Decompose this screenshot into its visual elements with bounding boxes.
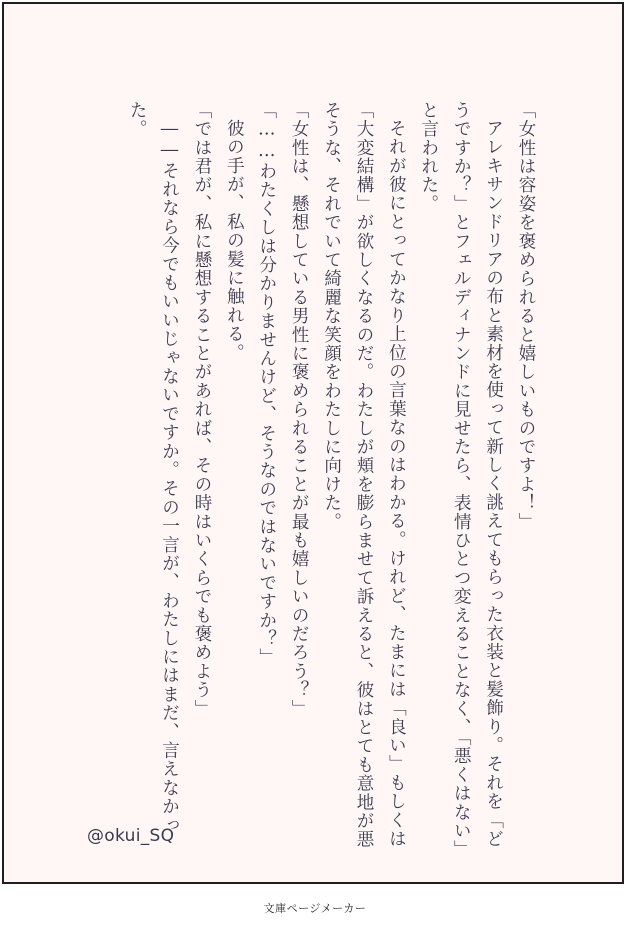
paragraph-8: ――それなら今でもいいじゃないですか。その一言が、わたしにはまだ、言えなかった。 <box>127 101 180 835</box>
footer-app-name: 文庫ページメーカー <box>263 902 367 915</box>
page-frame <box>2 2 624 884</box>
paragraph-3: それが彼にとってかなり上位の言葉なのはわかる。けれど、たまには「良い」もしくは「大変結構」が欲しくなるのだ。わたしが頬を膨らませて訴えると、彼はとても意地が悪そうな、それでいて綺麗な笑顔をわたしに向けた。 <box>321 101 407 849</box>
paragraph-4: 「女性は、懸想している男性に褒められることが最も嬉しいのだろう？」 <box>289 101 310 719</box>
paragraph-1: 「女性は容姿を褒められると嬉しいものですよ！」 <box>516 101 536 532</box>
paragraph-2: アレキサンドリアの布と素材を使って新しく誂えてもらった衣装と髪飾り。それを「どうですか？」とフェルディナンドに見せたら、表情ひとつ変えることなく、「悪くはない」と言われた。 <box>418 101 504 859</box>
paragraph-5: 「……わたくしは分かりませんけど、そうなのではないですか？」 <box>256 101 277 667</box>
paragraph-7: 「では君が、私に懸想することがあれば、その時はいくらでも褒めよう」 <box>191 101 212 719</box>
author-handle: @okui_SQ <box>87 826 175 846</box>
paragraph-6: 彼の手が、私の髪に触れる。 <box>224 118 245 362</box>
vertical-text-body <box>121 101 542 861</box>
